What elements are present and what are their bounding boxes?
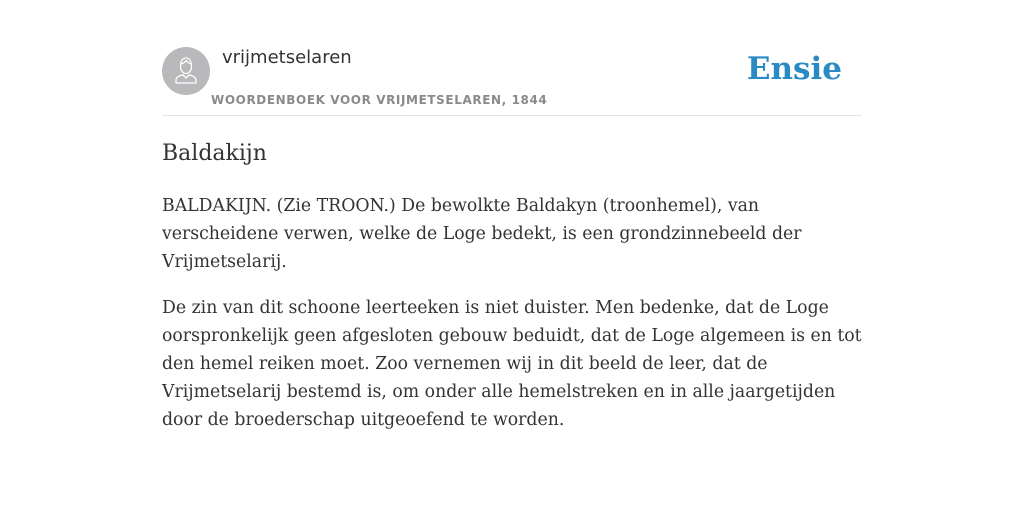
user-avatar-icon xyxy=(162,47,210,95)
brand-logo[interactable]: Ensie xyxy=(746,51,842,87)
article-title: Baldakijn xyxy=(162,141,267,166)
author-username[interactable]: vrijmetselaren xyxy=(222,47,352,68)
article-paragraph: De zin van dit schoone leerteeken is niet duister. Men bedenke, dat de Loge oorspronkelijk geen afgesloten gebouw beduidt, dat de Loge algemeen is en tot den hemel reiken moet. Zoo vernemen wij in dit beeld de leer, dat de Vrijmetselarij bestemd is, om onder alle hemelstreken en in alle jaargetijden door de broederschap uitgeoefend te worden. xyxy=(162,298,862,430)
article-paragraph: BALDAKIJN. (Zie TROON.) De bewolkte Baldakyn (troonhemel), van verscheidene verwen, welke de Loge bedekt, is een grondzinnebeeld der Vrijmetselarij. xyxy=(162,196,802,272)
article-body xyxy=(162,192,866,452)
source-title[interactable]: WOORDENBOEK VOOR VRIJMETSELAREN, 1844 xyxy=(211,93,548,107)
header xyxy=(162,46,862,116)
avatar[interactable] xyxy=(162,47,210,95)
header-divider xyxy=(162,115,862,116)
